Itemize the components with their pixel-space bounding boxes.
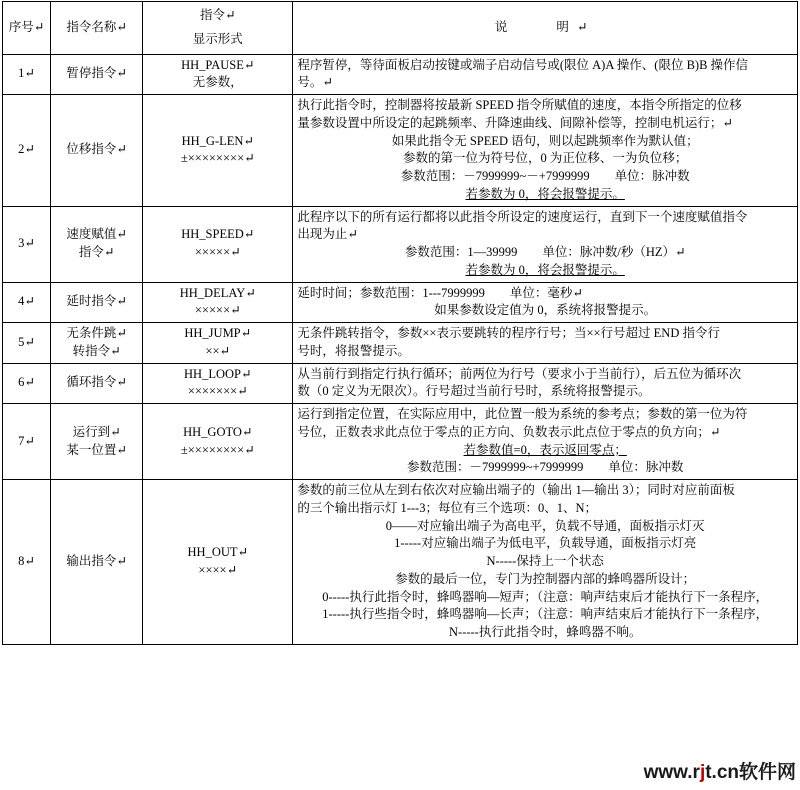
table-row [3, 95, 798, 207]
description-line: 1-----对应输出端子为低电平，负载导通，面板指示灯亮 [394, 536, 697, 551]
cell-instruction-name [51, 404, 143, 480]
cell-instruction-name [51, 323, 143, 364]
cell-instruction-name: 延时指令↵ [51, 282, 143, 323]
description-line: 参数范围：－7999999~－+7999999 单位：脉冲数 [400, 169, 690, 183]
cell-description [293, 363, 798, 404]
display-form-line: HH_DELAY↵ [179, 285, 256, 300]
description-line: 参数的第一位为符号位，0 为正位移、一为负位移； [402, 151, 688, 166]
description-line: 量参数设置中所设定的起跳频率、升降速曲线、间隙补偿等，控制电机运行；↵ [297, 115, 733, 130]
document-page [0, 1, 800, 790]
display-form-line: HH_LOOP↵ [184, 366, 252, 381]
instruction-name-line: 转指令↵ [72, 343, 121, 358]
table-row [3, 363, 798, 404]
description-line: 此程序以下的所有运行都将以此指令所设定的速度运行，直到下一个速度赋值指令 [297, 209, 748, 224]
cell-display-form [143, 282, 293, 323]
display-form-line: ××↵ [205, 343, 231, 358]
instruction-name-line: 某一位置↵ [66, 442, 127, 457]
cell-instruction-name: 循环指令↵ [51, 363, 143, 404]
cell-description [293, 54, 798, 95]
cell-instruction-name [51, 206, 143, 282]
description-line: 参数范围：1—39999 单位：脉冲数/秒（HZ）↵ [404, 245, 686, 259]
display-form-line: ×××××↵ [194, 245, 241, 259]
cell-instruction-name: 位移指令↵ [51, 95, 143, 207]
cell-display-form [143, 206, 293, 282]
table-row [3, 323, 798, 364]
description-line: 若参数值=0，表示返回零点； [463, 442, 627, 457]
cell-display-form [143, 54, 293, 95]
cell-index: 1↵ [3, 54, 51, 95]
cell-index: 7↵ [3, 404, 51, 480]
description-line: 程序暂停，等待面板启动按键或端子启动信号或(限位 A)A 操作、(限位 B)B 操作信 [297, 57, 749, 72]
cell-index: 6↵ [3, 363, 51, 404]
description-line: 出现为止↵ [297, 227, 358, 242]
description-line: N-----执行此指令时，蜂鸣器不响。 [449, 625, 642, 639]
instruction-name-line: 运行到↵ [72, 424, 121, 439]
display-form-line: HH_PAUSE↵ [181, 57, 255, 72]
description-line: 0-----执行此指令时，蜂鸣器响—短声；（注意：响声结束后才能执行下一条程序， [322, 589, 769, 604]
table-row [3, 206, 798, 282]
cell-instruction-name: 输出指令↵ [51, 480, 143, 645]
display-form-line: ××××↵ [198, 562, 238, 577]
cell-index: 4↵ [3, 282, 51, 323]
display-form-line: HH_G-LEN↵ [181, 133, 254, 148]
header-form-line2: 显示形式 [192, 31, 243, 46]
description-line: 1-----执行些指令时，蜂鸣器响—长声；（注意：响声结束后才能执行下一条程序， [322, 607, 769, 622]
table-row [3, 54, 798, 95]
display-form-line: 无参数， [192, 75, 243, 90]
cell-index: 2↵ [3, 95, 51, 207]
description-line: 参数的前三位从左到右依次对应输出端子的（输出 1—输出 3）；同时对应前面板 [297, 483, 735, 497]
header-form [143, 2, 293, 55]
table-row [3, 480, 798, 645]
description-line: 若参数为 0，将会报警提示。 [465, 262, 625, 277]
description-line: 从当前行到指定行执行循环；前两位为行号（要求小于当前行），后五位为循环次 [297, 366, 742, 381]
watermark-prefix: www.r [643, 762, 700, 783]
watermark-highlight: j [699, 762, 706, 783]
display-form-line: ±××××××××↵ [180, 442, 255, 457]
display-form-line: HH_JUMP↵ [184, 326, 252, 340]
watermark-suffix: t.cn软件网 [705, 762, 796, 783]
header-desc-label: 说 明↵ [494, 19, 596, 34]
table-row [3, 282, 798, 323]
display-form-line: HH_SPEED↵ [181, 227, 255, 242]
cell-description [293, 282, 798, 323]
description-line: 执行此指令时，控制器将按最新 SPEED 指令所赋值的速度，本指令所指定的位移 [297, 98, 742, 112]
table-header [3, 2, 798, 55]
header-row [3, 2, 798, 55]
description-line: 号位，正数表求此点位于零点的正方向、负数表示此点位于零点的负方向；↵ [297, 424, 721, 439]
header-no: 序号↵ [3, 2, 51, 55]
cell-description [293, 404, 798, 480]
description-line: 如果参数设定值为 0，系统将报警提示。 [434, 303, 657, 318]
instruction-table [2, 1, 798, 645]
instruction-name-line: 速度赋值↵ [66, 227, 127, 242]
description-line: 参数的最后一位，专门为控制器内部的蜂鸣器所设计； [395, 571, 696, 586]
display-form-line: ±××××××××↵ [180, 151, 255, 166]
header-desc [293, 2, 798, 55]
instruction-name-line: 指令↵ [78, 245, 115, 259]
description-line: 如果此指令无 SPEED 语句，则以起跳频率作为默认值； [391, 133, 699, 148]
cell-display-form [143, 404, 293, 480]
cell-description [293, 95, 798, 207]
description-line: 无条件跳转指令，参数××表示要跳转的程序行号；当××行号超过 END 指令行 [297, 326, 720, 340]
cell-description [293, 480, 798, 645]
display-form-line: HH_OUT↵ [187, 545, 248, 560]
description-line: 号时，将报警提示。 [297, 343, 410, 358]
cell-instruction-name: 暂停指令↵ [51, 54, 143, 95]
description-line: 数（0 定义为无限次）。行号超过当前行号时，系统将报警提示。 [297, 384, 651, 399]
cell-description [293, 206, 798, 282]
description-line: 参数范围：－7999999~+7999999 单位：脉冲数 [407, 460, 684, 475]
description-line: N-----保持上一个状态 [486, 554, 604, 568]
description-line: 运行到指定位置，在实际应用中，此位置一般为系统的参考点；参数的第一位为符 [297, 407, 748, 421]
description-line: 的三个输出指示灯 1---3；每位有三个选项：0、1、N； [297, 500, 597, 515]
cell-display-form [143, 95, 293, 207]
description-line: 号。↵ [297, 75, 333, 90]
header-name: 指令名称↵ [51, 2, 143, 55]
table-row [3, 404, 798, 480]
display-form-line: ×××××××↵ [187, 384, 248, 399]
watermark [644, 757, 796, 784]
instruction-name-line: 无条件跳↵ [66, 326, 127, 340]
header-form-line1: 指令↵ [200, 8, 236, 22]
description-line: 若参数为 0，将会报警提示。 [465, 186, 625, 201]
cell-index: 8↵ [3, 480, 51, 645]
description-line: 0——对应输出端子为高电平，负载不导通，面板指示灯灭 [385, 518, 705, 533]
table-body [3, 54, 798, 644]
cell-index: 3↵ [3, 206, 51, 282]
display-form-line: ×××××↵ [194, 303, 241, 318]
cell-display-form [143, 363, 293, 404]
display-form-line: HH_GOTO↵ [183, 424, 253, 439]
cell-display-form [143, 480, 293, 645]
cell-index: 5↵ [3, 323, 51, 364]
cell-description [293, 323, 798, 364]
cell-display-form [143, 323, 293, 364]
description-line: 延时时间；参数范围：1---7999999 单位：毫秒↵ [297, 285, 583, 300]
